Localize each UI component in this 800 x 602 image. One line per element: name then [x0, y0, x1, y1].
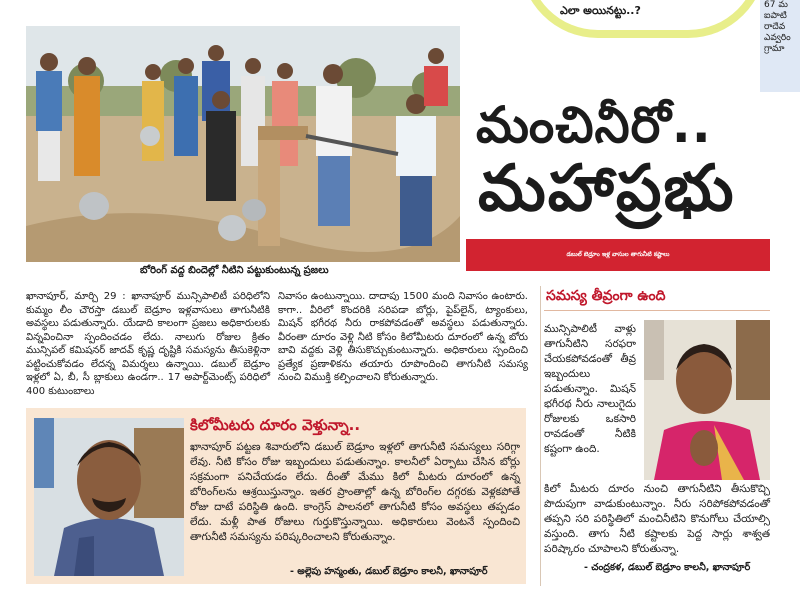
- decorative-arc: [520, 0, 766, 38]
- snippet-line: గ్రామా: [764, 44, 785, 54]
- bottom-strip: [0, 594, 800, 602]
- sidebar-attribution: - చంద్రకళ, డబుల్ బెడ్రూం కాలనీ, ఖానాపూర్: [584, 562, 751, 573]
- sidebar-divider: [544, 310, 770, 311]
- quote-attribution: - అల్లెపు హన్మంతు, డబుల్ బెడ్రూం కాలనీ, ఖానాపూర్: [290, 566, 488, 577]
- article-column-2: నివాసం ఉంటున్నాయి. దాదాపు 1500 మంది నివాసం ఉంటారు. కాగా.. వీరిలో కొందరికి సరిపడా బోర్లు, పైప్‌లైన్, ట్యాంకులు, మిషన్ భగీరథ నీరు రాకపోవడంతో అవస్థలు పడుతున్నారు. వీరంతా దూరం వెళ్లి నీటి కోసం కిలోమీటరు దూరంలో ఉన్న బోరు బావి వద్దకు వెళ్లి తీసుకొచ్చుకుంటున్నారు. అధికారులు స్పందించి ప్రత్యేక ప్రణాళికను తయారు రూపొందించి తాగునీటి సమస్య నుంచి విముక్తి కల్పించాలని కోరుతున్నారు.: [278, 291, 528, 383]
- headline-line-1: మంచినీరో..: [476, 96, 712, 154]
- snippet-line: ఐపాటి: [764, 11, 787, 21]
- subheadline-banner: డబుల్ బెడ్రూం ఇళ్ల వాసుల తాగునీటి కష్టాలు: [466, 239, 770, 271]
- adjacent-column-snippet: [760, 0, 800, 92]
- main-photo: [26, 26, 460, 262]
- sidebar-heading: సమస్య తీవ్రంగా ఉంది: [546, 288, 666, 304]
- headline-line-2: మహాప్రభు: [478, 152, 736, 226]
- snippet-line: 67 మ: [764, 0, 788, 10]
- quote-heading: కిలోమీటరు దూరం వెళ్తున్నా..: [190, 416, 361, 434]
- man-portrait-photo: [34, 418, 184, 576]
- snippet-line: ఎవ్వరిం: [764, 33, 791, 43]
- sidebar-narrow-text: మున్సిపాలిటీ వాళ్లు తాగునీటిని సరఫరా చేయకపోవడంతో తీవ్ర ఇబ్బందులు పడుతున్నాం. మిషన్ భగీరథ నీరు నాలుగైదు రోజులకు ఒకసారి రావడంతో నీటికి కష్టంగా ఉంది.: [544, 323, 636, 455]
- woman-portrait-photo: [644, 320, 770, 480]
- top-teaser-text: ఎలా అయినట్టు..?: [560, 4, 641, 17]
- photo-caption: బోరింగ్ వద్ద బిందెల్లో నీటిని పట్టుకుంటున్న ప్రజలు: [140, 265, 329, 276]
- sidebar-wide-text: కిలో మీటరు దూరం నుంచి తాగునీటిని తీసుకొచ్చి పొదుపుగా వాడుకుంటున్నాం. నీరు సరిపోకపోవడంతో తప్పని సరి పరిస్థితిలో మంచినీటిని కొనుగోలు చేయాల్సి వస్తుంది. తాగు నీటి కష్టాలకు పెద్ద సార్లు శాశ్వత పరిష్కారం చూపాలని కోరుతున్నా.: [544, 483, 770, 555]
- article-column-1: ఖానాపూర్, మార్చి 29 : ఖానాపూర్ మున్సిపాలిటీ పరిధిలోని కుమ్మం లీం చౌరస్తా డబుల్ బెడ్రూం ఇళ్లవాసులు తాగునీటికి అవస్థలు పడుతున్నారు. యేడాది కాలంగా ప్రజలు అధికారులకు విన్నవించినా స్పందించడం లేదు. నాలుగు రోజుల క్రితం మున్సిపల్ కమిషనర్ జాదవ్ కృష్ణ దృష్టికి సమస్యను తీసుకెళ్లినా పట్టించుకోవడం లేదన్న విమర్శలు ఉన్నాయి. డబుల్ బెడ్రూం ఇళ్లలో ఏ, బీ, సీ బ్లాకులు ఉండగా.. 17 అపార్ట్‌మెంట్స్ పరిధిలో 400 కుటుంబాలు: [26, 291, 270, 397]
- snippet-line: రాదేవ: [764, 22, 786, 32]
- quote-body: ఖానాపూర్ పట్టణ శివారులోని డబుల్ బెడ్రూం ఇళ్లలో తాగునీటి సమస్యలు సరిగ్గా లేవు. నీటి కోసం రోజు ఇబ్బందులు పడుతున్నాం. కాలనీలో ఏర్పాటు చేసిన బోర్లు సక్రమంగా పనిచేయడం లేదు. దీంతో మేము కిలో మీటరు దూరంలో ఉన్న బోరింగ్‌లను ఆశ్రయిస్తున్నాం. ఇతర ప్రాంతాల్లో ఉన్న బోరింగ్‌ల దగ్గరకు వెళ్లకపోతే రోజు దాటే పరిస్థితి ఉంది. కాంగ్రెస్ పాలనలో తాగునీటి కోసం అవస్థలు తప్పడం లేదు. మళ్లీ పాత రోజులు గుర్తుకొస్తున్నాయి. అధికారులు వెంటనే స్పందించి తాగునీటి సమస్యను పరిష్కరించాలని కోరుతున్నాం.: [190, 441, 520, 543]
